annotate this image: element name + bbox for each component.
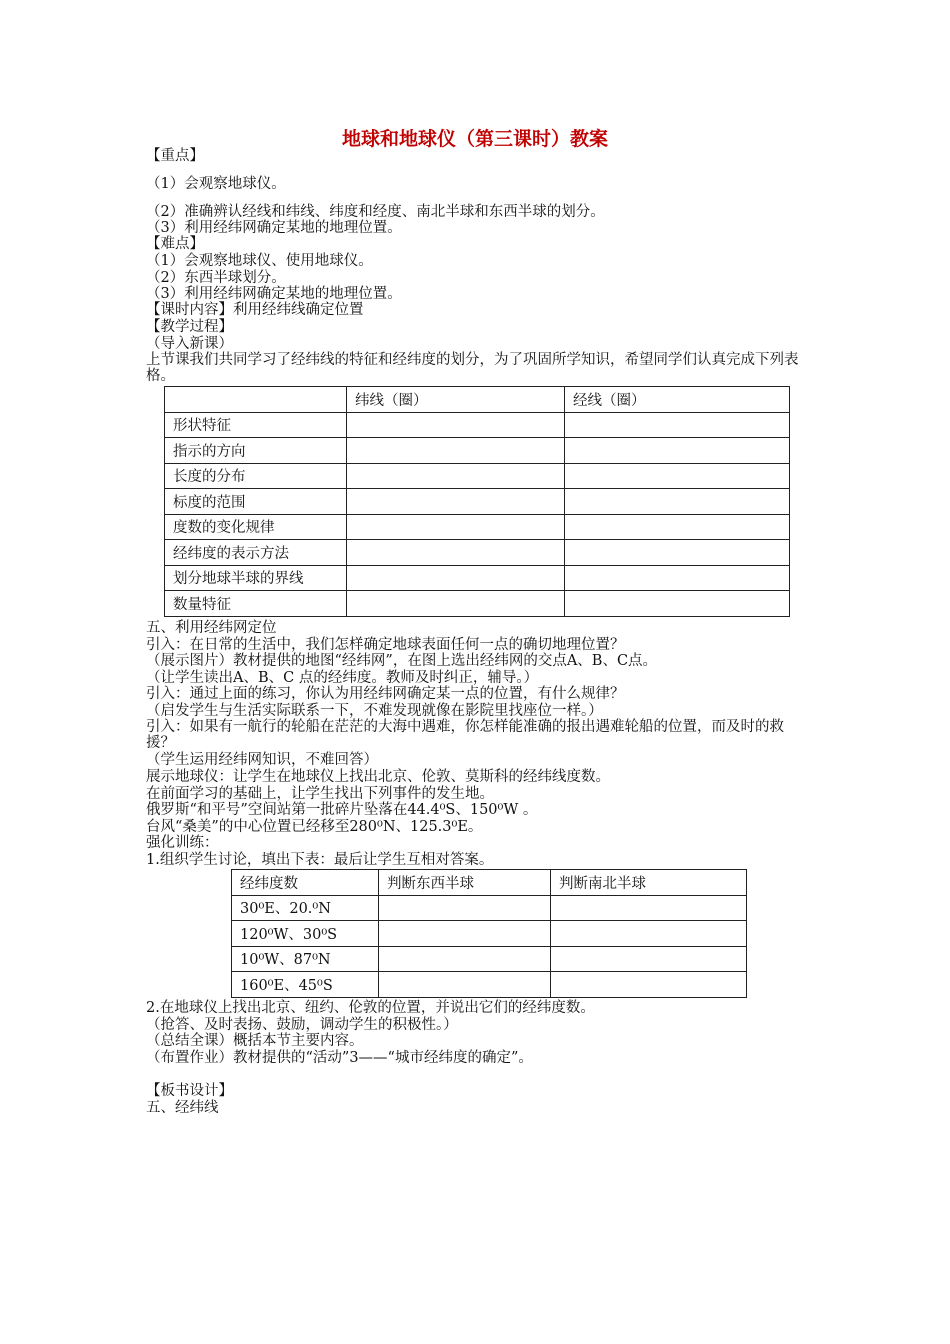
empty-cell bbox=[347, 514, 565, 540]
table-row bbox=[232, 972, 747, 998]
empty-cell bbox=[347, 540, 565, 566]
empty-cell bbox=[565, 489, 790, 515]
table-row bbox=[165, 489, 790, 515]
table-header-row bbox=[232, 870, 747, 896]
table-row bbox=[232, 895, 747, 921]
difficulty-1: （1）会观察地球仪、使用地球仪。 bbox=[146, 253, 373, 269]
difficulty-3: （3）利用经纬网确定某地的地理位置。 bbox=[146, 286, 402, 302]
body-text: （布置作业）教材提供的“活动”3——“城市经纬度的确定”。 bbox=[146, 1050, 533, 1066]
empty-cell bbox=[379, 972, 551, 998]
section-heading-board-design: 【板书设计】 bbox=[146, 1083, 233, 1099]
empty-cell bbox=[347, 591, 565, 617]
empty-cell bbox=[347, 463, 565, 489]
table-row bbox=[165, 565, 790, 591]
empty-cell bbox=[565, 412, 790, 438]
empty-cell bbox=[347, 438, 565, 464]
body-paragraph: 引入：如果有一航行的轮船在茫茫的大海中遇难，你怎样能准确的报出遇难轮船的位置，而及时的救援？ bbox=[146, 719, 784, 751]
body-text: （展示图片）教材提供的地图“经纬网”，在图上选出经纬网的交点A、B、C点。 bbox=[146, 653, 658, 669]
section-heading-grid-positioning: 五、利用经纬网定位 bbox=[146, 620, 277, 636]
table-row bbox=[165, 412, 790, 438]
table-header-cell: 经线（圈） bbox=[565, 387, 790, 413]
row-label: 划分地球半球的界线 bbox=[165, 565, 347, 591]
table-header-row bbox=[165, 387, 790, 413]
empty-cell bbox=[347, 412, 565, 438]
row-label: 度数的变化规律 bbox=[165, 514, 347, 540]
row-label: 标度的范围 bbox=[165, 489, 347, 515]
body-text: 引入：通过上面的练习，你认为用经纬网确定某一点的位置，有什么规律？ bbox=[146, 686, 625, 702]
hemisphere-judgement-table bbox=[231, 869, 747, 998]
table-header-cell bbox=[165, 387, 347, 413]
table-row bbox=[165, 514, 790, 540]
empty-cell bbox=[565, 565, 790, 591]
table-row bbox=[165, 438, 790, 464]
empty-cell bbox=[379, 946, 551, 972]
empty-cell bbox=[551, 972, 747, 998]
table-row bbox=[165, 463, 790, 489]
difficulty-2: （2）东西半球划分。 bbox=[146, 270, 286, 286]
body-text: 五、经纬线 bbox=[146, 1100, 219, 1116]
row-label: 形状特征 bbox=[165, 412, 347, 438]
body-text: 1.组织学生讨论，填出下表：最后让学生互相对答案。 bbox=[146, 852, 494, 868]
table-header-cell: 经纬度数 bbox=[232, 870, 379, 896]
body-text: 俄罗斯“和平号”空间站第一批碎片坠落在44.4⁰S、150⁰W 。 bbox=[146, 802, 538, 818]
empty-cell bbox=[565, 514, 790, 540]
table-header-cell: 判断东西半球 bbox=[379, 870, 551, 896]
row-label: 经纬度的表示方法 bbox=[165, 540, 347, 566]
empty-cell bbox=[347, 489, 565, 515]
body-text: 2.在地球仪上找出北京、纽约、伦敦的位置，并说出它们的经纬度数。 bbox=[146, 1000, 595, 1016]
body-text: （总结全课）概括本节主要内容。 bbox=[146, 1033, 364, 1049]
table-row bbox=[232, 921, 747, 947]
intro-paragraph: 上节课我们共同学习了经纬线的特征和经纬度的划分，为了巩固所学知识，希望同学们认真完成下列表格。 bbox=[146, 352, 799, 384]
key-point-2: （2）准确辨认经线和纬线、纬度和经度、南北半球和东西半球的划分。 bbox=[146, 204, 605, 220]
body-text: 在前面学习的基础上，让学生找出下列事件的发生地。 bbox=[146, 786, 494, 802]
body-text: （抢答、及时表扬、鼓励，调动学生的积极性。） bbox=[146, 1017, 458, 1033]
body-text: 台风“桑美”的中心位置已经移至280⁰N、125.3⁰E。 bbox=[146, 819, 483, 835]
section-heading-difficulties: 【难点】 bbox=[146, 236, 204, 252]
key-point-1: （1）会观察地球仪。 bbox=[146, 176, 286, 192]
body-text: （启发学生与生活实际联系一下，不难发现就像在影院里找座位一样。） bbox=[146, 703, 603, 719]
table-header-cell: 判断南北半球 bbox=[551, 870, 747, 896]
body-text: （学生运用经纬网知识，不难回答） bbox=[146, 752, 378, 768]
section-heading-teaching-process: 【教学过程】 bbox=[146, 319, 233, 335]
row-label: 160⁰E、45⁰S bbox=[232, 972, 379, 998]
empty-cell bbox=[347, 565, 565, 591]
empty-cell bbox=[379, 895, 551, 921]
empty-cell bbox=[565, 463, 790, 489]
document-title: 地球和地球仪（第三课时）教案 bbox=[341, 128, 608, 150]
row-label: 指示的方向 bbox=[165, 438, 347, 464]
empty-cell bbox=[379, 921, 551, 947]
table-row bbox=[165, 591, 790, 617]
empty-cell bbox=[551, 895, 747, 921]
latitude-longitude-table bbox=[164, 386, 790, 617]
empty-cell bbox=[565, 591, 790, 617]
body-text: 强化训练： bbox=[146, 835, 219, 851]
row-label: 30⁰E、20.⁰N bbox=[232, 895, 379, 921]
row-label: 10⁰W、87⁰N bbox=[232, 946, 379, 972]
body-text: （让学生读出A、B、C 点的经纬度。教师及时纠正，辅导。） bbox=[146, 670, 539, 686]
lesson-content: 【课时内容】利用经纬线确定位置 bbox=[146, 302, 364, 318]
empty-cell bbox=[565, 540, 790, 566]
table-row bbox=[232, 946, 747, 972]
row-label: 数量特征 bbox=[165, 591, 347, 617]
empty-cell bbox=[565, 438, 790, 464]
table-header-cell: 纬线（圈） bbox=[347, 387, 565, 413]
body-text: 引入：在日常的生活中，我们怎样确定地球表面任何一点的确切地理位置？ bbox=[146, 637, 625, 653]
empty-cell bbox=[551, 921, 747, 947]
section-heading-key-points: 【重点】 bbox=[146, 148, 204, 164]
table-row bbox=[165, 540, 790, 566]
key-point-3: （3）利用经纬网确定某地的地理位置。 bbox=[146, 220, 402, 236]
empty-cell bbox=[551, 946, 747, 972]
row-label: 120⁰W、30⁰S bbox=[232, 921, 379, 947]
row-label: 长度的分布 bbox=[165, 463, 347, 489]
body-text: 展示地球仪：让学生在地球仪上找出北京、伦敦、莫斯科的经纬线度数。 bbox=[146, 769, 610, 785]
intro-label: （导入新课） bbox=[146, 336, 233, 352]
